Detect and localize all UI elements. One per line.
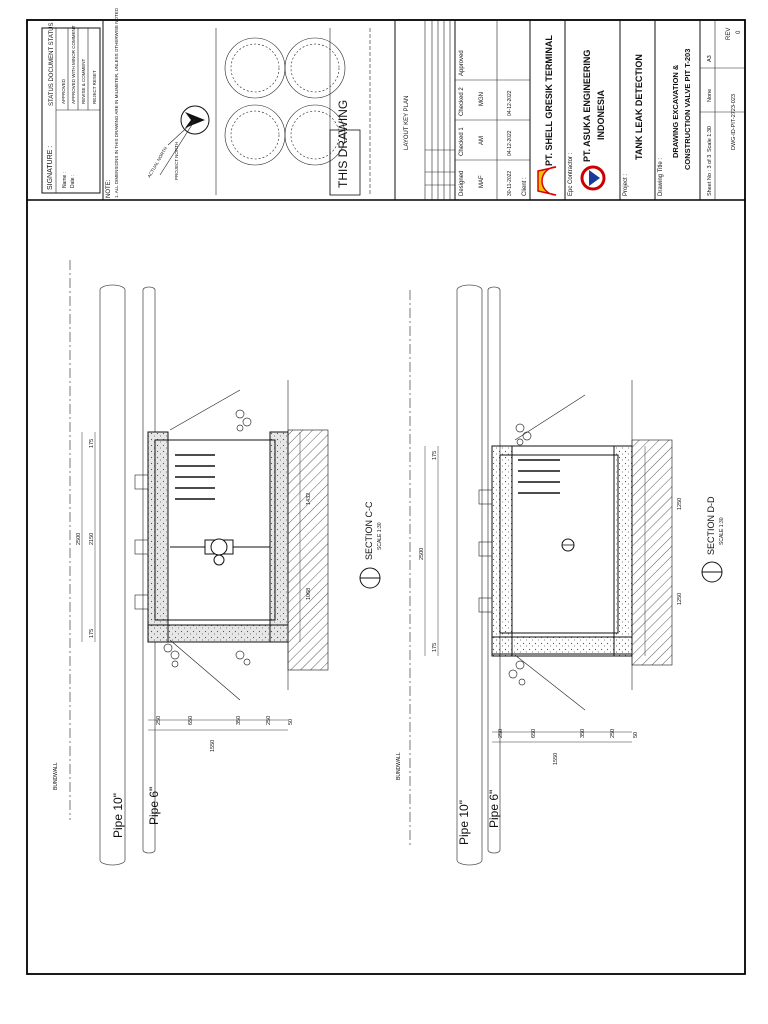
dim-label: 50 — [633, 731, 639, 738]
bundwall-label: BUNDWALL — [53, 762, 59, 790]
section-marker-icon — [360, 568, 380, 588]
dim-label: 1550 — [210, 739, 216, 752]
none-value: None — [707, 88, 713, 102]
dim-label: 50 — [288, 718, 294, 725]
dim-label: 350 — [580, 728, 586, 738]
date-value: 04-12-2022 — [507, 90, 513, 116]
rev-header: Checked 1 — [459, 127, 465, 156]
client-label: Client : — [522, 177, 528, 196]
epc-name: INDONESIA — [596, 89, 606, 140]
doc-number: DWG-ID-PIT-2723-023 — [731, 94, 737, 150]
section-d-d — [396, 285, 725, 865]
section-marker-icon — [702, 562, 722, 582]
designer-name: AM — [479, 136, 485, 145]
pipe-10-label: Pipe 10" — [111, 793, 125, 838]
project-north-label: PROJECT NORTH — [174, 141, 179, 180]
dim-label: 175 — [89, 438, 95, 448]
dim-label: 250 — [498, 728, 504, 738]
dim-label: 1250 — [677, 592, 683, 605]
name-label: Name : — [62, 171, 68, 188]
status-row: REJECT RESET — [92, 70, 97, 104]
note-text: 1. ALL DIMENSIONS IN THIS DRAWING ARE IN MILIMETER, UNLESS OTHERWISE NOTED — [114, 7, 119, 198]
title-block — [42, 7, 745, 200]
dim-label: 2150 — [89, 532, 95, 545]
epc-label: Epc Contractor : — [568, 152, 574, 196]
status-row: APPROVED — [61, 78, 66, 104]
pit-outer-wall — [492, 446, 632, 656]
section-scale: SCALE 1:30 — [377, 522, 383, 550]
dim-label: 350 — [236, 715, 242, 725]
dim-label: 250 — [156, 715, 162, 725]
client-name: PT. SHELL GRESIK TERMINAL — [544, 35, 554, 166]
pipe-10 — [100, 285, 125, 865]
status-row: APPROVED WITH MINOR COMMENT — [71, 25, 76, 104]
pipe-6-label: Pipe 6" — [487, 789, 501, 828]
project-label: Project : — [623, 173, 629, 196]
dim-label: 175 — [432, 642, 438, 652]
designer-name: MGN — [479, 92, 485, 106]
this-drawing-label: THIS DRAWING — [336, 99, 350, 188]
dim-label: 1068 — [306, 587, 312, 600]
pipe-10 — [457, 285, 482, 865]
drawing-title: CONSTRUCTION VALVE PIT T-203 — [683, 48, 692, 170]
note-title: NOTE: — [106, 179, 112, 198]
signature-label: SIGNATURE : — [47, 145, 54, 190]
rev-header: Designed — [459, 170, 465, 196]
pipe-cross-section-icon — [562, 539, 574, 551]
section-title: SECTION C-C — [364, 501, 374, 560]
size-value: A3 — [707, 55, 713, 62]
date-label: Date : — [70, 174, 76, 188]
north-arrow-icon — [160, 106, 209, 175]
dim-label: 2500 — [419, 547, 425, 560]
drawing-title-label: Drawing Title : — [658, 157, 664, 196]
drawing-title: DRAWING EXCAVATION & — [671, 64, 680, 158]
rev-label: REV — [726, 27, 732, 40]
rebar — [175, 455, 215, 499]
section-title: SECTION D-D — [706, 496, 716, 555]
status-title: STATUS DOCUMENT STATUS — [49, 22, 55, 106]
sheet-number: Sheet No : 3 of 3 — [707, 154, 713, 196]
asuka-logo-icon — [582, 167, 604, 189]
rev-value: 0 — [736, 30, 742, 34]
project-name: TANK LEAK DETECTION — [634, 54, 644, 160]
dim-label: 175 — [432, 450, 438, 460]
dim-label: 650 — [531, 728, 537, 738]
ground-hatch — [632, 440, 672, 665]
actual-north-label: ACTUAL NORTH — [146, 145, 169, 179]
date-value: 30-11-2022 — [507, 170, 513, 196]
rebar — [518, 460, 560, 493]
dim-label: 2500 — [76, 532, 82, 545]
bundwall-label: BUNDWALL — [396, 752, 402, 780]
pit-outer-wall — [148, 432, 288, 642]
status-row: REVISE & COMMENT — [81, 58, 86, 104]
dim-label: 250 — [610, 728, 616, 738]
dim-label: 175 — [89, 628, 95, 638]
valve-icon — [170, 539, 270, 565]
section-c-c — [53, 260, 383, 865]
epc-name: PT. ASUKA ENGINEERING — [582, 49, 592, 162]
date-value: 04-12-2022 — [507, 130, 513, 156]
dim-label: 1432 — [306, 492, 312, 505]
section-scale: SCALE 1:30 — [719, 517, 725, 545]
pipe-10-label: Pipe 10" — [457, 800, 471, 845]
pipe-6-label: Pipe 6" — [147, 786, 161, 825]
dim-label: 250 — [266, 715, 272, 725]
designer-name: MAF — [479, 175, 485, 188]
dim-label: 1550 — [553, 752, 559, 765]
rev-header: Checked 2 — [459, 87, 465, 116]
ground-hatch — [288, 430, 328, 670]
dim-label: 1250 — [677, 497, 683, 510]
dim-label: 650 — [188, 715, 194, 725]
shell-logo-icon — [538, 167, 556, 195]
key-plan-title: LAYOUT KEY PLAN — [404, 95, 410, 150]
rev-header: Approved — [459, 50, 465, 76]
dimensions — [425, 446, 645, 742]
scale-value: Scale 1:30 — [707, 126, 713, 152]
revision-table — [425, 20, 455, 200]
